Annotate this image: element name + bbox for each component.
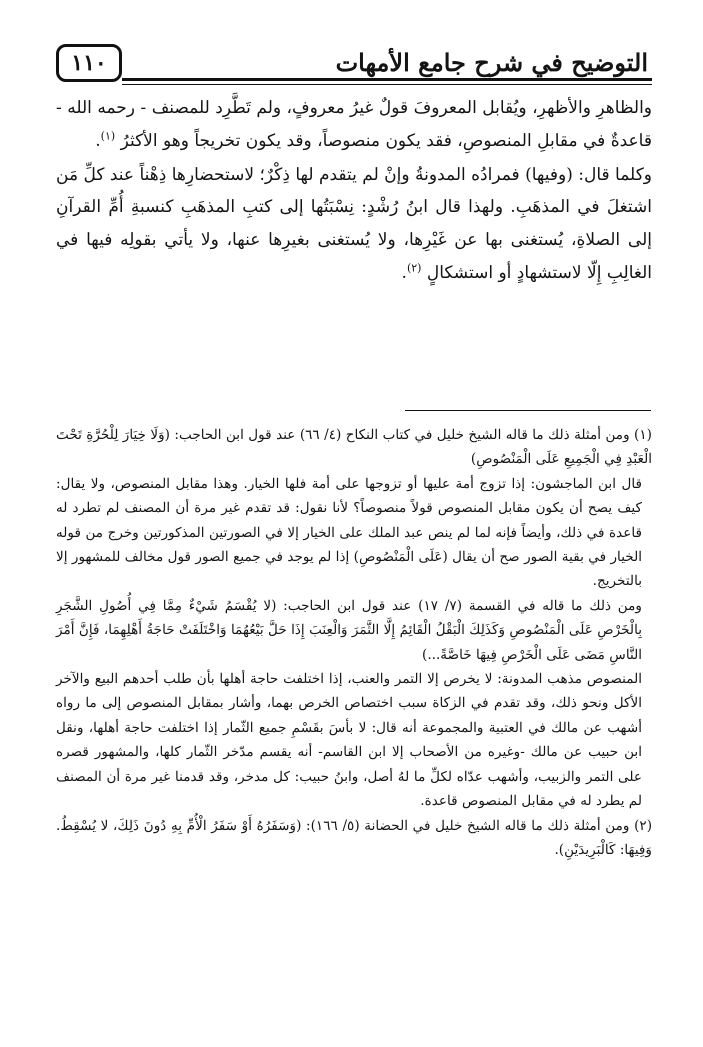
main-paragraph-text: وكلما قال: (وفيها) فمرادُه المدونةُ وإنْ لم يتقدم لها ذِكْرٌ؛ لاستحضارِها ذِهْناً عند كلِّ مَن اشتغلَ في المذهَبِ. ولهذا قال ابنُ رُشْدٍ: نِسْبَتُها إلى كتبِ المذهَبِ كنسبةِ أُمِّ القرآنِ إلى الصلاةِ، يُستغنى بها عن غَيْرِها، ولا يُستغنى بغيرِها عنها، ولا يأتي بقولِه فيها في الغالِبِ إِلّا لاستشهادٍ أو استشكالٍ: [56, 164, 652, 283]
page-number-badge: [56, 44, 122, 82]
footnote-ref: (١): [100, 129, 116, 143]
running-title: التوضيح في شرح جامع الأمهات: [335, 48, 648, 77]
footnote-item: المنصوص مذهب المدونة: لا يخرص إلا التمر والعنب، إذا اختلفت حاجة أهلها بأن طلب أحدهم البيع والآخر الأكل ونحو ذلك، وقد تقدم في الزكاة سبب اختصاص الخرص بهما، وأشار بمقابل المنصوص إلى ما رواه أشهب عن مالك في العتبية والمجموعة أنه قال: لا بأسَ بقَسْمِ جميع الثّمار إذا اختلفت حاجة أهلها، ونقل ابن حبيب عن مالك -وغيره من الأصحاب إلا ابن القاسم- أنه يقسم مدّخر الثّمار كلها، والمشهور قصره على التمر والزبيب، وأشهب عدّاه لكلِّ ما لهُ أصل، وابنُ حبيب: كل مدخر، وقد قدمنا غير مرة أن المصنف لم يطرد له في مقابل المنصوص قاعدة.: [56, 671, 642, 810]
page-number: ١١٠: [71, 50, 107, 76]
footnote-separator: [405, 410, 651, 411]
footnote-item: ومن ذلك ما قاله في القسمة (٧/ ١٧) عند قول ابن الحاجب: (لا يُقْسَمُ شَيْءٌ مِمَّا فِي أُصُولِ الشَّجَرِ بِالْخَرْصِ عَلَى الْمَنْصُوصِ وَكَذَلِكَ الْبَقْلُ الْقَائِمُ إِلَّا الثَّمَرَ وَالْعِنَبَ إِذَا حَلَّ بَيْعُهُمَا وَاخْتَلَفَتْ حَاجَةُ أَهْلِهِمَا، فَإِنَّ أَمْرَ النَّاسِ مَضَى عَلَى الْخَرْصِ فِيهَا خَاصَّةً...): [56, 597, 642, 663]
footnote-item: (١) ومن أمثلة ذلك ما قاله الشيخ خليل في كتاب النكاح (٤/ ٦٦) عند قول ابن الحاجب: (وَلَا خِيَارَ لِلْحُرَّةِ تَحْتَ الْعَبْدِ فِي الْجَمِيعِ عَلَى الْمَنْصُوصِ): [56, 427, 652, 468]
footnote-ref: (٢): [406, 261, 422, 275]
main-paragraph: وكلما قال: (وفيها) فمرادُه المدونةُ وإنْ لم يتقدم لها ذِكْرٌ؛ لاستحضارِها ذِهْناً عند كلِّ مَن اشتغلَ في المذهَبِ. ولهذا قال ابنُ رُشْدٍ: نِسْبَتُها إلى كتبِ المذهَبِ كنسبةِ أُمِّ القرآنِ إلى الصلاةِ، يُستغنى بها عن غَيْرِها، ولا يُستغنى بغيرِها عنها، ولا يأتي بقولِه فيها في الغالِبِ إِلّا لاستشهادٍ أو استشكالٍ $^{(٢)}$.: [56, 164, 652, 283]
main-paragraph-text: والظاهرِ والأظهرِ، ويُقابل المعروفَ قولٌ غيرُ معروفٍ، ولم تَطَّرِد للمصنف - رحمه الله - قاعدةٌ في مقابلِ المنصوصِ، فقد يكون منصوصاً، وقد يكون تخريجاً وهو الأكثرُ: [56, 98, 652, 151]
page-header: [56, 44, 652, 84]
main-text: [56, 92, 652, 290]
footnote-item: قال ابن الماجشون: إذا تزوج أمة عليها أو تزوجها على أمة فلها الخيار. وهذا مقابل المنصوص، ولا يقال: كيف يصح أن يكون مقابل المنصوص قولاً منصوصاً؟ لأنا نقول: قد تقدم غير مرة أن المصنف لم تطرد له قاعدة في ذلك، وأيضاً فإنه لما لم ينص عبد الملك على الخيار إلا في الصورتين المذكورتين وخرج من قوله الخيار في بقية الصور صح أن يقال (عَلَى الْمَنْصُوصِ) إذا لم يوجد في جميع الصور قول مخالف للمشهور إلا بالتخريج.: [56, 475, 642, 590]
footnote-item: (٢) ومن أمثلة ذلك ما قاله الشيخ خليل في الحضانة (٥/ ١٦٦): (وَسَفَرُهُ أَوْ سَفَرُ الْأُمِّ بِهِ دُونَ ذَلِكَ، لا يُسْقِطُ. وَفِيهَا: كَالْبَرِيدَيْنِ).: [56, 817, 652, 858]
header-rule: [122, 78, 652, 81]
main-paragraph: والظاهرِ والأظهرِ، ويُقابل المعروفَ قولٌ غيرُ معروفٍ، ولم تَطَّرِد للمصنف - رحمه الله - قاعدةٌ في مقابلِ المنصوصِ، فقد يكون منصوصاً، وقد يكون تخريجاً وهو الأكثرُ $^{(١)}$.: [56, 98, 652, 151]
footnotes: [56, 423, 652, 862]
